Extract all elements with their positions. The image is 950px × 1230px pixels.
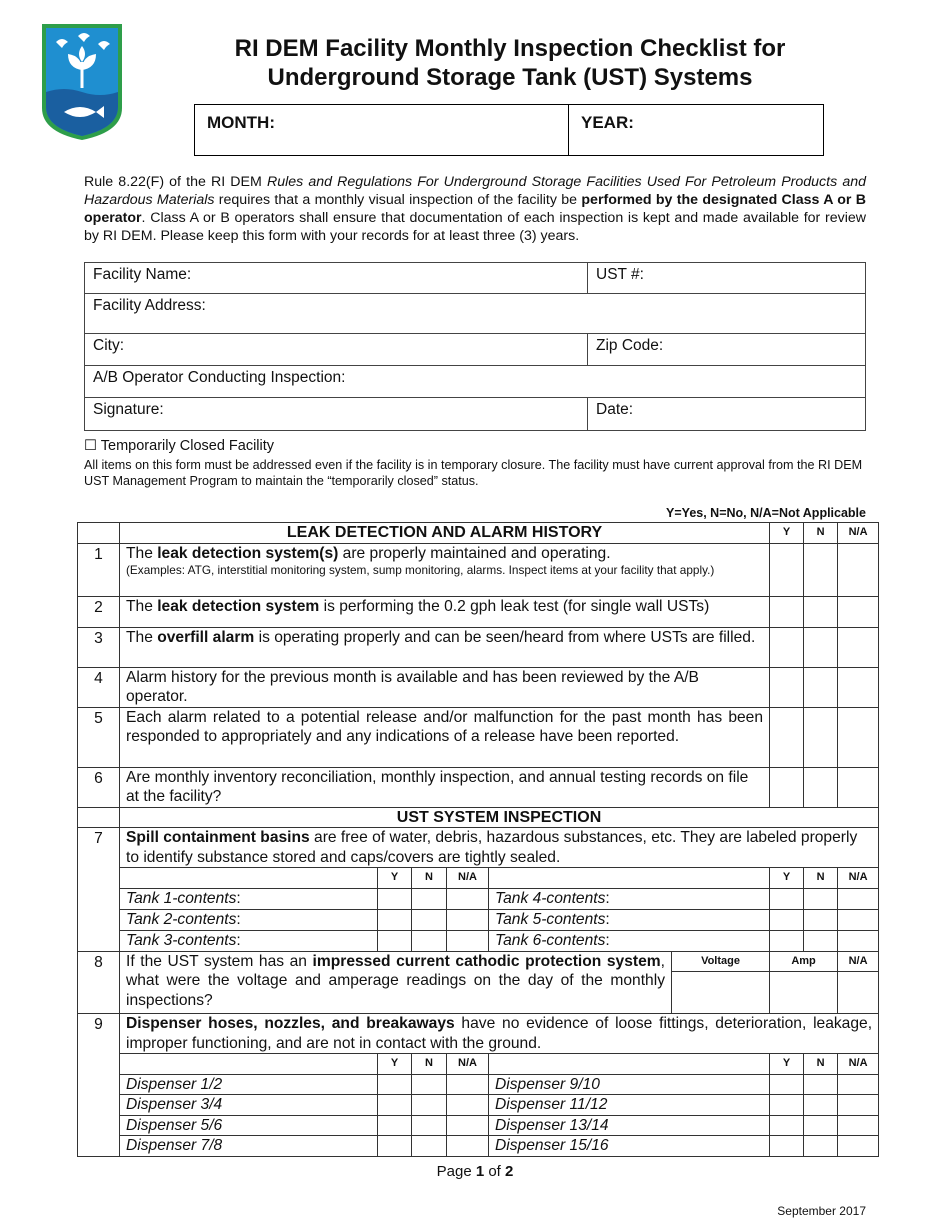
answer-na-cell[interactable] <box>447 1136 489 1157</box>
revision-date: September 2017 <box>777 1204 866 1218</box>
answer-y-cell[interactable] <box>770 543 804 596</box>
dispenser-label: Dispenser 15/16 <box>489 1136 770 1157</box>
answer-na-cell[interactable] <box>838 627 879 667</box>
title-line-1: RI DEM Facility Monthly Inspection Checklist for <box>234 35 786 62</box>
field-label: Zip Code: <box>596 337 664 354</box>
item-number: 2 <box>78 596 120 627</box>
zip-code-field[interactable] <box>588 334 866 366</box>
answer-na-cell[interactable] <box>838 767 879 807</box>
tank-row <box>78 909 879 930</box>
col-n-header: N <box>804 1054 838 1075</box>
year-field[interactable] <box>569 105 646 155</box>
ri-dem-logo <box>40 22 124 142</box>
answer-n-cell[interactable] <box>804 767 838 807</box>
col-na-header: N/A <box>447 868 489 889</box>
item-number: 8 <box>78 951 120 1014</box>
section-header-row <box>78 523 879 544</box>
answer-na-cell[interactable] <box>447 1095 489 1116</box>
intro-rule-title: Rules and Regulations For Underground Storage Facilities Used For Petroleum Products and Hazardous Materials <box>84 174 866 208</box>
voltage-header: Voltage <box>672 951 770 972</box>
answer-na-cell[interactable] <box>838 543 879 596</box>
item-text: Dispenser hoses, nozzles, and breakaways have no evidence of loose fittings, deterioration, leakage, improper functioning, and are not in contact with the ground. <box>120 1014 879 1054</box>
field-label: City: <box>93 337 124 354</box>
col-n-header: N <box>804 868 838 889</box>
item-text: Alarm history for the previous month is available and has been reviewed by the A/B operator. <box>120 667 770 707</box>
answer-n-cell[interactable] <box>412 1074 447 1095</box>
item-number: 5 <box>78 707 120 767</box>
answer-y-cell[interactable] <box>378 930 412 951</box>
answer-y-cell[interactable] <box>770 1115 804 1136</box>
checklist-row-9 <box>78 1014 879 1054</box>
page-number: Page 1 of 2 <box>436 1163 514 1180</box>
month-field[interactable] <box>195 105 569 155</box>
city-field[interactable] <box>85 334 588 366</box>
answer-n-cell[interactable] <box>804 543 838 596</box>
item-text: The leak detection system is performing the 0.2 gph leak test (for single wall USTs) <box>120 596 770 627</box>
item-text: Each alarm related to a potential release and/or malfunction for the past month has been responded to appropriately and any indications of a release have been reported. <box>120 707 770 767</box>
answer-na-cell[interactable] <box>838 707 879 767</box>
section-title-ust: UST SYSTEM INSPECTION <box>120 807 879 828</box>
voltage-reading-cell[interactable] <box>672 972 770 1014</box>
temporarily-closed-label: Temporarily Closed Facility <box>100 438 275 454</box>
item-number: 6 <box>78 767 120 807</box>
intro-text: . Class A or B operators shall ensure that documentation of each inspection is kept and made available for review by RI DEM. Please keep this form with your records for at least three (3) years. <box>84 210 866 244</box>
field-label: A/B Operator Conducting Inspection: <box>93 369 346 386</box>
answer-n-cell[interactable] <box>412 1136 447 1157</box>
tank-label: Tank 6-contents: <box>489 930 770 951</box>
checklist-row-3 <box>78 627 879 667</box>
item-number: 4 <box>78 667 120 707</box>
answer-y-cell[interactable] <box>378 1136 412 1157</box>
dispenser-row <box>78 1074 879 1095</box>
checklist-row-6 <box>78 767 879 807</box>
answer-y-cell[interactable] <box>770 627 804 667</box>
col-na-header: N/A <box>838 1054 879 1075</box>
answer-n-cell[interactable] <box>412 1095 447 1116</box>
col-y-header: Y <box>378 868 412 889</box>
answer-n-cell[interactable] <box>804 909 838 930</box>
answer-n-cell[interactable] <box>804 667 838 707</box>
intro-text: Rule 8.22(F) of the RI DEM <box>84 174 267 190</box>
month-year-box <box>194 104 824 156</box>
field-label: Facility Name: <box>93 266 192 283</box>
col-n-header: N <box>412 1054 447 1075</box>
answer-y-cell[interactable] <box>770 767 804 807</box>
item-text: The overfill alarm is operating properly and can be seen/heard from where USTs are filled. <box>120 627 770 667</box>
answer-y-cell[interactable] <box>378 909 412 930</box>
field-label: Date: <box>596 401 634 418</box>
answer-n-cell[interactable] <box>804 1136 838 1157</box>
signature-field[interactable] <box>85 398 588 431</box>
answer-na-cell[interactable] <box>838 909 879 930</box>
answer-na-cell[interactable] <box>838 667 879 707</box>
answer-y-cell[interactable] <box>770 888 804 909</box>
answer-na-cell[interactable] <box>838 972 879 1014</box>
answer-y-cell[interactable] <box>770 909 804 930</box>
tank-label: Tank 4-contents: <box>489 888 770 909</box>
year-label: YEAR: <box>581 113 634 132</box>
field-label: Signature: <box>93 401 164 418</box>
tank-label: Tank 3-contents: <box>120 930 378 951</box>
answer-y-cell[interactable] <box>378 888 412 909</box>
answer-y-cell[interactable] <box>770 1095 804 1116</box>
answer-na-cell[interactable] <box>838 888 879 909</box>
answer-n-cell[interactable] <box>804 627 838 667</box>
checklist-row-2 <box>78 596 879 627</box>
tank-row <box>78 930 879 951</box>
dispenser-header-row <box>78 1054 879 1075</box>
answer-na-cell[interactable] <box>838 1074 879 1095</box>
intro-text: requires that a monthly visual inspection of the facility be <box>214 192 582 208</box>
answer-na-cell[interactable] <box>838 930 879 951</box>
dispenser-label: Dispenser 3/4 <box>120 1095 378 1116</box>
facility-address-field[interactable] <box>85 294 866 334</box>
checklist-row-5 <box>78 707 879 767</box>
title-line-2: Underground Storage Tank (UST) Systems <box>267 64 753 91</box>
closure-note: All items on this form must be addressed even if the facility is in temporary closure. The facility must have current approval from the RI DEM UST Management Program to maintain the “temporarily closed” status. <box>84 458 863 488</box>
item-text: The leak detection system(s) are properly maintained and operating. (Examples: ATG, interstitial monitoring system, sump monitoring, alarms. Inspect items at your facility that apply.) <box>120 543 770 596</box>
answer-y-cell[interactable] <box>378 1074 412 1095</box>
answer-na-cell[interactable] <box>447 1074 489 1095</box>
col-na-header: N/A <box>838 868 879 889</box>
inspection-checklist-table <box>77 522 879 1157</box>
answer-legend: Y=Yes, N=No, N/A=Not Applicable <box>666 506 866 520</box>
checklist-row-8 <box>78 951 879 972</box>
section-header-row <box>78 807 879 828</box>
dispenser-row <box>78 1095 879 1116</box>
temporarily-closed-option <box>84 438 274 454</box>
dispenser-row <box>78 1136 879 1157</box>
item-text: Are monthly inventory reconciliation, monthly inspection, and annual testing records on file at the facility? <box>120 767 770 807</box>
answer-n-cell[interactable] <box>412 1115 447 1136</box>
item-number: 1 <box>78 543 120 596</box>
col-na-header: N/A <box>838 951 879 972</box>
col-y-header: Y <box>770 523 804 544</box>
temporarily-closed-checkbox[interactable]: ☐ <box>84 438 97 454</box>
answer-y-cell[interactable] <box>770 596 804 627</box>
intro-paragraph <box>84 173 866 245</box>
answer-n-cell[interactable] <box>412 909 447 930</box>
operator-field[interactable] <box>85 366 866 398</box>
answer-n-cell[interactable] <box>412 930 447 951</box>
answer-y-cell[interactable] <box>770 667 804 707</box>
col-y-header: Y <box>770 868 804 889</box>
dispenser-row <box>78 1115 879 1136</box>
date-field[interactable] <box>588 398 866 431</box>
col-n-header: N <box>412 868 447 889</box>
checklist-row-4 <box>78 667 879 707</box>
col-na-header: N/A <box>447 1054 489 1075</box>
dispenser-label: Dispenser 13/14 <box>489 1115 770 1136</box>
field-label: Facility Address: <box>93 297 206 314</box>
facility-info-table <box>84 262 866 431</box>
dispenser-label: Dispenser 5/6 <box>120 1115 378 1136</box>
tank-label: Tank 1-contents: <box>120 888 378 909</box>
amp-header: Amp <box>770 951 838 972</box>
tank-label: Tank 2-contents: <box>120 909 378 930</box>
tank-row <box>78 888 879 909</box>
item-examples: (Examples: ATG, interstitial monitoring system, sump monitoring, alarms. Inspect items at your facility that apply.) <box>126 563 715 577</box>
answer-y-cell[interactable] <box>770 1136 804 1157</box>
item-text: If the UST system has an impressed current cathodic protection system, what were the voltage and amperage readings on the day of the monthly inspections? <box>120 951 672 1014</box>
answer-y-cell[interactable] <box>378 1095 412 1116</box>
col-y-header: Y <box>378 1054 412 1075</box>
answer-na-cell[interactable] <box>447 909 489 930</box>
dispenser-label: Dispenser 9/10 <box>489 1074 770 1095</box>
intro-bold: performed by the designated Class A or B operator <box>84 192 866 226</box>
checklist-row-7 <box>78 828 879 868</box>
amp-reading-cell[interactable] <box>770 972 838 1014</box>
tank-label: Tank 5-contents: <box>489 909 770 930</box>
answer-n-cell[interactable] <box>412 888 447 909</box>
answer-y-cell[interactable] <box>770 930 804 951</box>
item-number: 3 <box>78 627 120 667</box>
dispenser-label: Dispenser 11/12 <box>489 1095 770 1116</box>
answer-n-cell[interactable] <box>804 888 838 909</box>
item-number: 7 <box>78 828 120 952</box>
answer-n-cell[interactable] <box>804 596 838 627</box>
col-y-header: Y <box>770 1054 804 1075</box>
answer-n-cell[interactable] <box>804 707 838 767</box>
section-title-leak: LEAK DETECTION AND ALARM HISTORY <box>120 523 770 544</box>
answer-na-cell[interactable] <box>838 1136 879 1157</box>
ust-number-field[interactable] <box>588 263 866 294</box>
answer-y-cell[interactable] <box>770 707 804 767</box>
answer-y-cell[interactable] <box>770 1074 804 1095</box>
answer-n-cell[interactable] <box>804 930 838 951</box>
col-n-header: N <box>804 523 838 544</box>
answer-na-cell[interactable] <box>447 1115 489 1136</box>
item-text: Spill containment basins are free of water, debris, hazardous substances, etc. They are labeled properly to identify substance stored and caps/covers are tightly sealed. <box>120 828 879 868</box>
answer-n-cell[interactable] <box>804 1115 838 1136</box>
answer-y-cell[interactable] <box>378 1115 412 1136</box>
answer-na-cell[interactable] <box>447 930 489 951</box>
answer-na-cell[interactable] <box>447 888 489 909</box>
dispenser-label: Dispenser 1/2 <box>120 1074 378 1095</box>
answer-na-cell[interactable] <box>838 1115 879 1136</box>
dispenser-label: Dispenser 7/8 <box>120 1136 378 1157</box>
month-label: MONTH: <box>207 113 275 132</box>
tank-header-row <box>78 868 879 889</box>
answer-na-cell[interactable] <box>838 596 879 627</box>
page-title <box>160 34 860 92</box>
facility-name-field[interactable] <box>85 263 588 294</box>
field-label: UST #: <box>596 266 644 283</box>
col-na-header: N/A <box>838 523 879 544</box>
item-number: 9 <box>78 1014 120 1157</box>
answer-n-cell[interactable] <box>804 1095 838 1116</box>
answer-n-cell[interactable] <box>804 1074 838 1095</box>
checklist-row-1 <box>78 543 879 596</box>
answer-na-cell[interactable] <box>838 1095 879 1116</box>
